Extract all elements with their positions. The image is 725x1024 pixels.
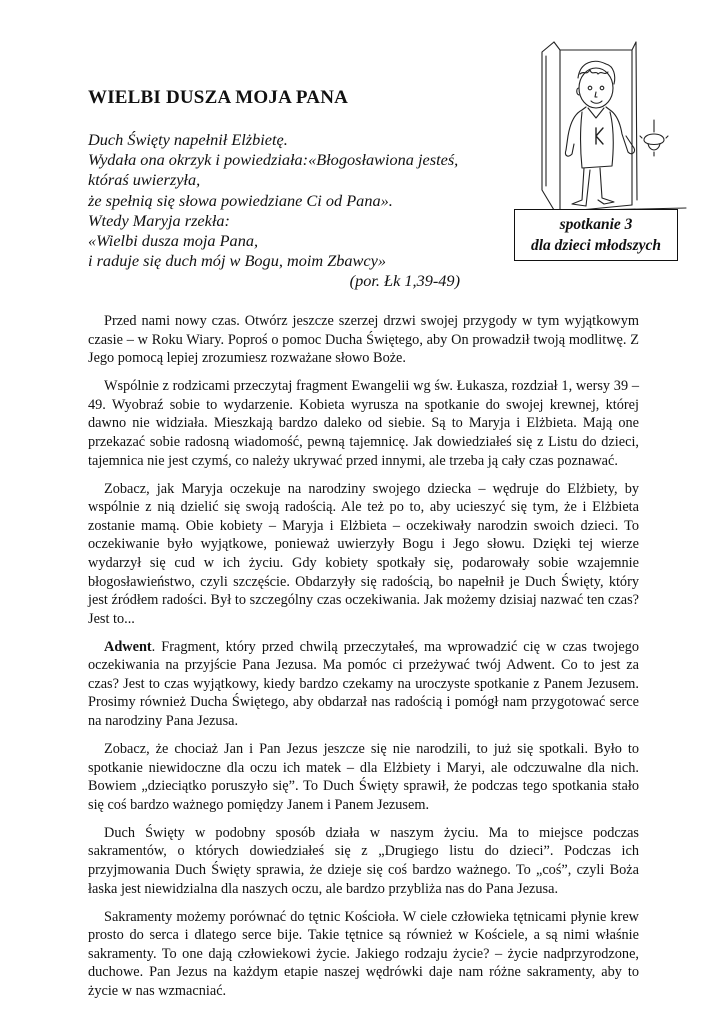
child-in-doorway-drawing — [536, 40, 688, 225]
quote-line: któraś uwierzyła, — [88, 170, 201, 190]
paragraph: Duch Święty w podobny sposób działa w naszym życiu. Ma to miejsce podczas sakramentów, o których dowiedziałeś się z „Drugiego listu do dzieci”. Podczas ich przyjmowania Duch Święty sprawia, że dzieje się coś bardzo ważnego. To „coś”, czyli Boża łaska jest niewidzialna dla naszych oczu, ale bardzo przybliża nas do Pana Jezusa. — [88, 824, 639, 897]
advent-term: Adwent — [104, 638, 152, 655]
quote-line: Wtedy Maryja rzekła: — [88, 210, 230, 230]
body-text — [88, 312, 639, 1010]
badge-line-2: dla dzieci młodszych — [530, 237, 662, 254]
quote-line: że spełnią się słowa powiedziane Ci od Pana». — [88, 190, 393, 210]
paragraph: Przed nami nowy czas. Otwórz jeszcze szerzej drzwi swojej przygody w tym wyjątkowym czasie – w Roku Wiary. Poproś o pomoc Ducha Świętego, aby On prowadził twoją modlitwę. Z Jego pomocą lepiej zrozumiesz rozważane słowo Boże. — [88, 313, 639, 367]
paragraph: Adwent. Fragment, który przed chwilą przeczytałeś, ma wprowadzić cię w czas twojego oczekiwania na przyjście Pana Jezusa. Ma pomóc ci przeżywać twój Adwent. Co to jest za czas? Jest to czas wyjątkowy, kiedy bardzo czekamy na uroczyste spotkanie z Panem Jezusem. Prosimy również Ducha Świętego, aby obdarzał nas radością i pomógł nam przygotować serce na narodziny Pana Jezusa. — [88, 638, 639, 730]
quote-line: «Wielbi dusza moja Pana, — [88, 231, 259, 251]
paragraph: Wspólnie z rodzicami przeczytaj fragment Ewangelii wg św. Łukasza, rozdział 1, wersy 39 – 49. Wyobraź sobie to wydarzenie. Kobieta wyrusza na spotkanie do swojej krewnej, której dawno nie widziała. Mieszkają bardzo daleko od siebie. Są to Maryja i Elżbieta. Mają one przekazać sobie radosną wiadomość, pewną tajemnicę. Jak dowiedziałeś się z Listu do dzieci, tajemnica nie jest czymś, co należy ukrywać przed innymi, ale trzeba ją cały czas poznawać. — [88, 378, 639, 469]
quote-line: Wydała ona okrzyk i powiedziała:«Błogosławiona jesteś, — [88, 150, 459, 170]
quote-line: i raduje się duch mój w Bogu, moim Zbawcy» — [88, 251, 387, 271]
paragraph: Zobacz, jak Maryja oczekuje na narodziny swojego dziecka – wędruje do Elżbiety, by wspólnie z nią dzielić się swoją radością. Ale też po to, aby ucieszyć się tym, że i Elżbieta zostanie mamą. Obie kobiety – Maryja i Elżbieta – oczekiwały narodzin swoich dzieci. To oczekiwanie było wyjątkowe, ponieważ uwierzyły Bogu i Jego słowu. Dzięki tej wierze wydarzył się cud w ich życiu. Gdy kobiety spotkały się, podarowały sobie wzajemnie błogosławieństwo, czyli szczęście. Obdarzyły się radością, bo napełnił je Duch Święty, który jest źródłem radości. Był to szczególny czas oczekiwania. Jak możemy dzisiaj nazwać ten czas? Jest to... — [88, 480, 639, 627]
meeting-badge — [514, 209, 678, 261]
paragraph: Zobacz, że chociaż Jan i Pan Jezus jeszcze się nie narodzili, to już się spotkali. Było to spotkanie niewidoczne dla oczu ich matek – dla Elżbiety i Maryi, ale odczuwalne dla nich. Bowiem „dzieciątko poruszyło się”. To Duch Święty sprawił, że podczas tego spotkania stało się coś bardzo ważnego pomiędzy Janem i Panem Jezusem. — [88, 741, 639, 813]
scripture-quote — [88, 130, 488, 292]
badge-line-1: spotkanie 3 — [559, 216, 633, 233]
quote-reference: (por. Łk 1,39-49) — [349, 271, 460, 291]
page-title: WIELBI DUSZA MOJA PANA — [88, 87, 349, 108]
quote-line: Duch Święty napełnił Elżbietę. — [88, 130, 288, 149]
paragraph: Sakramenty możemy porównać do tętnic Kościoła. W ciele człowieka tętnicami płynie krew prosto do serca i dlatego serce bije. Takie tętnice są również w Kościele, a są nimi właśnie sakramenty. To one dają człowiekowi życie. Jakiego rodzaju życie? – życie nadprzyrodzone, duchowe. Pan Jezus na każdym etapie naszej wędrówki daje nam różne sakramenty, aby to życie w nas wzmacniać. — [88, 908, 639, 999]
